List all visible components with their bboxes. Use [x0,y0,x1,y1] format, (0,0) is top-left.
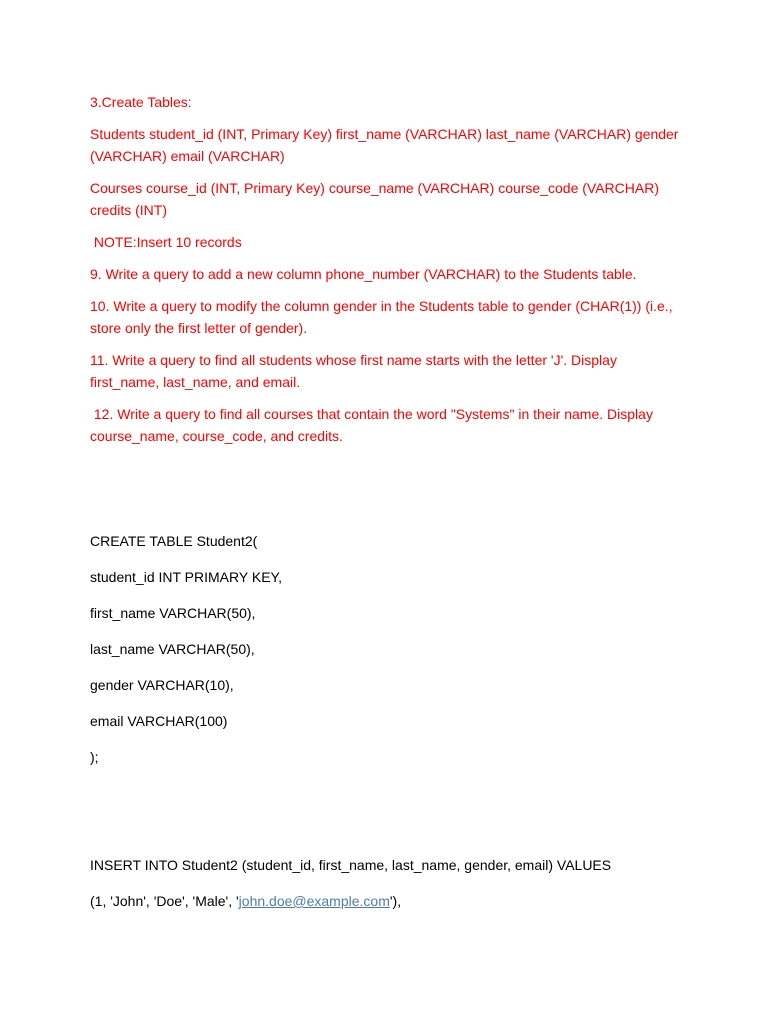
create-table-line: last_name VARCHAR(50), [90,641,255,657]
create-table-line: first_name VARCHAR(50), [90,605,256,621]
create-table-line: ); [90,749,99,765]
students-table-definition: Students student_id (INT, Primary Key) first_name (VARCHAR) last_name (VARCHAR) gender (VARCHAR) email (VARCHAR) [90,126,679,164]
insert-statement-line: INSERT INTO Student2 (student_id, first_name, last_name, gender, email) VALUES [90,857,612,873]
insert-row-line [90,890,690,926]
create-table-line: gender VARCHAR(10), [90,677,234,693]
question-9: 9. Write a query to add a new column phone_number (VARCHAR) to the Students table. [90,266,637,282]
question-10: 10. Write a query to modify the column gender in the Students table to gender (CHAR(1)) (i.e., store only the first letter of gender). [90,298,673,336]
insert-row-prefix: (1, 'John', 'Doe', 'Male', ' [90,893,239,909]
assignment-instructions [90,91,690,457]
courses-table-definition: Courses course_id (INT, Primary Key) course_name (VARCHAR) course_code (VARCHAR) credits (INT) [90,180,659,218]
question-12: 12. Write a query to find all courses that contain the word "Systems" in their name. Display course_name, course_code, and credits. [90,406,657,444]
create-table-line: email VARCHAR(100) [90,713,228,729]
email-link[interactable]: john.doe@example.com [238,893,390,909]
create-table-line: CREATE TABLE Student2( [90,533,258,549]
sql-code [90,530,690,926]
question-11: 11. Write a query to find all students whose first name starts with the letter 'J'. Display first_name, last_name, and email. [90,352,617,390]
insert-note: NOTE:Insert 10 records [90,234,242,250]
create-table-line: student_id INT PRIMARY KEY, [90,569,282,585]
blank-space [90,782,690,854]
insert-row-suffix: '), [389,893,402,909]
section-heading: 3.Create Tables: [90,94,192,110]
